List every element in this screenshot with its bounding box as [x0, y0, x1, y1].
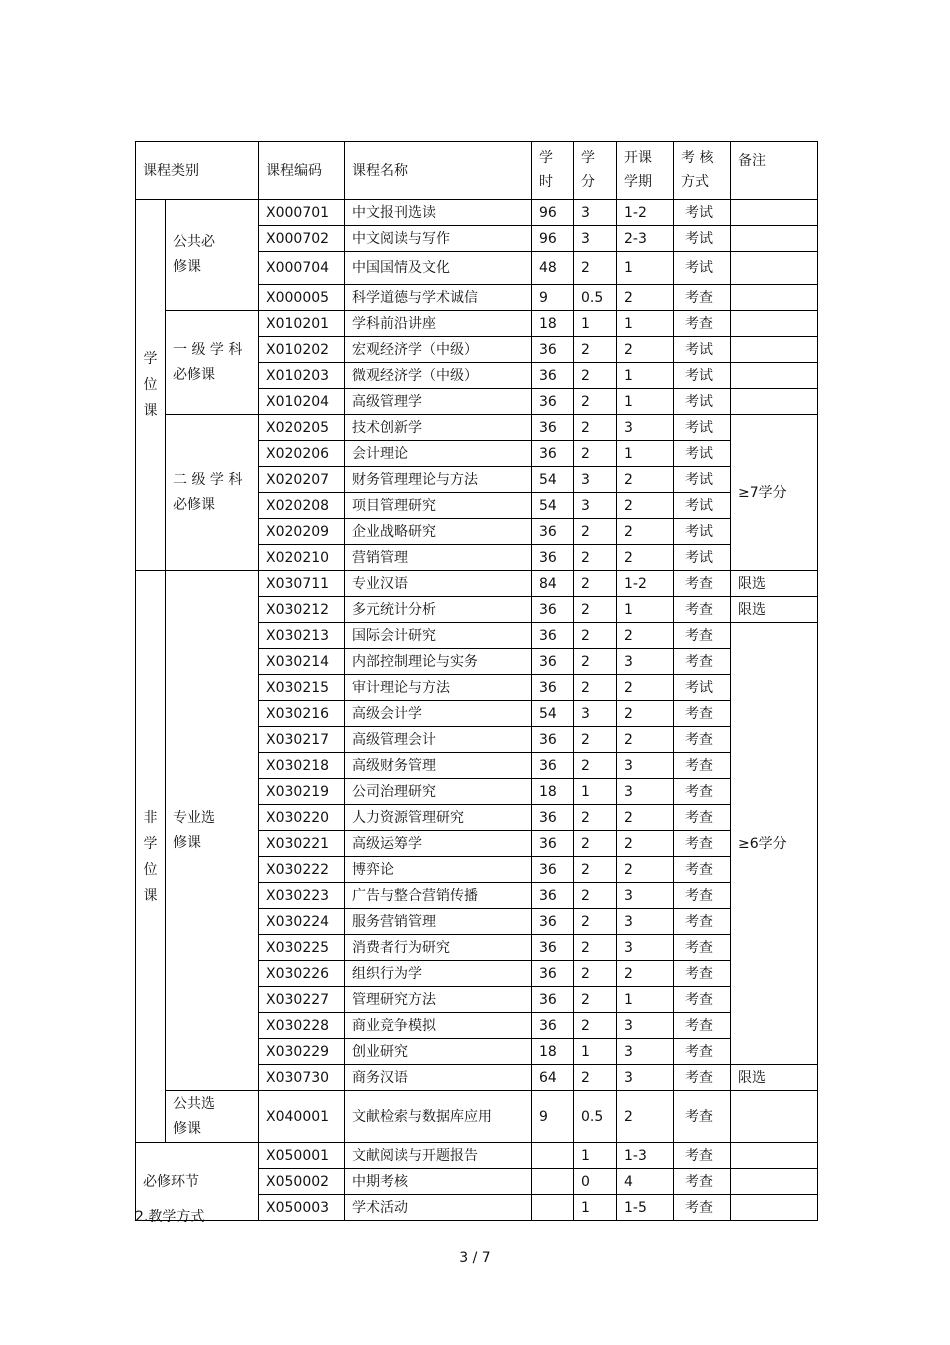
- course-code: X030212: [259, 597, 345, 623]
- course-semester: 3: [617, 753, 674, 779]
- course-hours: 36: [532, 415, 574, 441]
- course-hours: 36: [532, 675, 574, 701]
- header-credits: 学分: [574, 142, 617, 200]
- course-semester: 1-5: [617, 1195, 674, 1221]
- course-name: 商务汉语: [345, 1065, 532, 1091]
- course-hours: 36: [532, 883, 574, 909]
- group-degree: 学位课: [136, 200, 166, 571]
- course-semester: 1: [617, 441, 674, 467]
- course-assessment: 考查: [674, 571, 731, 597]
- group-practice: 必修环节: [136, 1143, 259, 1221]
- course-credits: 0.5: [574, 1091, 617, 1143]
- course-assessment: 考查: [674, 649, 731, 675]
- course-name: 学术活动: [345, 1195, 532, 1221]
- course-credits: 2: [574, 1065, 617, 1091]
- course-semester: 2: [617, 623, 674, 649]
- course-hours: 36: [532, 831, 574, 857]
- table-row: [136, 571, 818, 597]
- course-code: X050003: [259, 1195, 345, 1221]
- course-assessment: 考查: [674, 831, 731, 857]
- course-credits: 2: [574, 415, 617, 441]
- course-code: X030223: [259, 883, 345, 909]
- course-code: X010201: [259, 311, 345, 337]
- course-hours: 9: [532, 285, 574, 311]
- course-assessment: 考查: [674, 597, 731, 623]
- course-remark: [731, 311, 818, 337]
- course-credits: 2: [574, 727, 617, 753]
- course-code: X020210: [259, 545, 345, 571]
- course-code: X000704: [259, 252, 345, 285]
- course-name: 技术创新学: [345, 415, 532, 441]
- course-credits: 2: [574, 987, 617, 1013]
- remark-second-level: ≥7学分: [731, 415, 818, 571]
- course-hours: [532, 1143, 574, 1169]
- course-remark: [731, 1195, 818, 1221]
- course-semester: 3: [617, 883, 674, 909]
- course-semester: 3: [617, 1065, 674, 1091]
- course-code: X030224: [259, 909, 345, 935]
- header-assessment: 考 核方式: [674, 142, 731, 200]
- course-credits: 3: [574, 493, 617, 519]
- course-remark: [731, 1169, 818, 1195]
- course-assessment: 考试: [674, 493, 731, 519]
- course-code: X050001: [259, 1143, 345, 1169]
- group-nondegree: 非学位课: [136, 571, 166, 1143]
- course-code: X000005: [259, 285, 345, 311]
- course-credits: 2: [574, 623, 617, 649]
- course-name: 国际会计研究: [345, 623, 532, 649]
- course-credits: 2: [574, 337, 617, 363]
- course-credits: 2: [574, 753, 617, 779]
- course-hours: 64: [532, 1065, 574, 1091]
- course-hours: 36: [532, 441, 574, 467]
- course-name: 高级运筹学: [345, 831, 532, 857]
- course-semester: 1-2: [617, 571, 674, 597]
- course-name: 文献检索与数据库应用: [345, 1091, 532, 1143]
- course-code: X010204: [259, 389, 345, 415]
- course-semester: 2: [617, 493, 674, 519]
- table-row: [136, 311, 818, 337]
- course-semester: 3: [617, 415, 674, 441]
- course-remark: [731, 1143, 818, 1169]
- course-assessment: 考查: [674, 1091, 731, 1143]
- course-credits: 2: [574, 961, 617, 987]
- course-hours: 36: [532, 753, 574, 779]
- course-name: 财务管理理论与方法: [345, 467, 532, 493]
- header-code: 课程编码: [259, 142, 345, 200]
- course-credits: 2: [574, 805, 617, 831]
- course-name: 微观经济学（中级）: [345, 363, 532, 389]
- course-name: 高级财务管理: [345, 753, 532, 779]
- course-assessment: 考查: [674, 961, 731, 987]
- course-assessment: 考查: [674, 285, 731, 311]
- course-hours: 18: [532, 779, 574, 805]
- course-credits: 2: [574, 519, 617, 545]
- header-name: 课程名称: [345, 142, 532, 200]
- course-credits: 2: [574, 571, 617, 597]
- course-assessment: 考试: [674, 519, 731, 545]
- course-credits: 2: [574, 831, 617, 857]
- course-name: 文献阅读与开题报告: [345, 1143, 532, 1169]
- remark-limited: 限选: [731, 1065, 818, 1091]
- header-remark: 备注: [731, 142, 818, 200]
- course-assessment: 考查: [674, 1143, 731, 1169]
- course-name: 学科前沿讲座: [345, 311, 532, 337]
- course-assessment: 考查: [674, 1065, 731, 1091]
- course-name: 内部控制理论与实务: [345, 649, 532, 675]
- course-semester: 2: [617, 467, 674, 493]
- course-assessment: 考试: [674, 467, 731, 493]
- course-semester: 2: [617, 1091, 674, 1143]
- course-remark: [731, 1091, 818, 1143]
- course-code: X030217: [259, 727, 345, 753]
- course-credits: 3: [574, 701, 617, 727]
- course-semester: 1: [617, 389, 674, 415]
- course-semester: 2: [617, 961, 674, 987]
- course-code: X030213: [259, 623, 345, 649]
- course-semester: 2: [617, 337, 674, 363]
- course-name: 中国国情及文化: [345, 252, 532, 285]
- table-row: [136, 200, 818, 226]
- course-semester: 3: [617, 1039, 674, 1065]
- course-assessment: 考试: [674, 415, 731, 441]
- course-credits: 2: [574, 675, 617, 701]
- course-semester: 2: [617, 675, 674, 701]
- course-assessment: 考查: [674, 311, 731, 337]
- subgroup-first_level: 一 级 学 科必修课: [166, 311, 259, 415]
- course-table: [135, 141, 818, 1221]
- course-code: X030226: [259, 961, 345, 987]
- subgroup-major_elective: 专业选修课: [166, 571, 259, 1091]
- course-credits: 2: [574, 441, 617, 467]
- course-credits: 2: [574, 1013, 617, 1039]
- course-semester: 3: [617, 779, 674, 805]
- header-row: [136, 142, 818, 200]
- remark-limited: 限选: [731, 571, 818, 597]
- course-semester: 3: [617, 909, 674, 935]
- course-semester: 1: [617, 363, 674, 389]
- course-hours: 36: [532, 805, 574, 831]
- course-credits: 2: [574, 883, 617, 909]
- course-hours: 36: [532, 597, 574, 623]
- remark-limited: 限选: [731, 597, 818, 623]
- course-code: X050002: [259, 1169, 345, 1195]
- course-hours: 84: [532, 571, 574, 597]
- course-semester: 4: [617, 1169, 674, 1195]
- course-code: X030218: [259, 753, 345, 779]
- course-hours: 36: [532, 337, 574, 363]
- table-row: [136, 1143, 818, 1169]
- course-semester: 1-2: [617, 200, 674, 226]
- course-credits: 0.5: [574, 285, 617, 311]
- course-hours: 18: [532, 1039, 574, 1065]
- course-semester: 2: [617, 519, 674, 545]
- course-name: 营销管理: [345, 545, 532, 571]
- course-hours: 36: [532, 961, 574, 987]
- course-code: X020209: [259, 519, 345, 545]
- course-hours: 9: [532, 1091, 574, 1143]
- course-hours: 36: [532, 987, 574, 1013]
- course-hours: 54: [532, 493, 574, 519]
- course-code: X030214: [259, 649, 345, 675]
- subgroup-second_level: 二 级 学 科必修课: [166, 415, 259, 571]
- course-assessment: 考试: [674, 337, 731, 363]
- course-assessment: 考试: [674, 675, 731, 701]
- course-name: 科学道德与学术诚信: [345, 285, 532, 311]
- course-assessment: 考查: [674, 883, 731, 909]
- course-semester: 3: [617, 1013, 674, 1039]
- course-remark: [731, 285, 818, 311]
- course-name: 公司治理研究: [345, 779, 532, 805]
- course-hours: 36: [532, 935, 574, 961]
- course-name: 会计理论: [345, 441, 532, 467]
- course-code: X030222: [259, 857, 345, 883]
- course-name: 人力资源管理研究: [345, 805, 532, 831]
- header-semester: 开课学期: [617, 142, 674, 200]
- course-hours: 36: [532, 519, 574, 545]
- course-semester: 1: [617, 987, 674, 1013]
- course-credits: 2: [574, 363, 617, 389]
- course-remark: [731, 337, 818, 363]
- course-name: 组织行为学: [345, 961, 532, 987]
- course-assessment: 考试: [674, 389, 731, 415]
- course-code: X030219: [259, 779, 345, 805]
- course-code: X040001: [259, 1091, 345, 1143]
- course-semester: 2: [617, 857, 674, 883]
- course-credits: 2: [574, 935, 617, 961]
- subgroup-public_elective: 公共选修课: [166, 1091, 259, 1143]
- course-remark: [731, 363, 818, 389]
- course-hours: [532, 1169, 574, 1195]
- course-hours: 36: [532, 363, 574, 389]
- course-name: 中期考核: [345, 1169, 532, 1195]
- course-semester: 1: [617, 252, 674, 285]
- course-hours: 48: [532, 252, 574, 285]
- course-remark: [731, 389, 818, 415]
- course-semester: 2: [617, 701, 674, 727]
- course-name: 广告与整合营销传播: [345, 883, 532, 909]
- course-assessment: 考查: [674, 779, 731, 805]
- remark-major-elective: ≥6学分: [731, 623, 818, 1065]
- course-code: X010202: [259, 337, 345, 363]
- course-name: 服务营销管理: [345, 909, 532, 935]
- course-credits: 0: [574, 1169, 617, 1195]
- course-name: 博弈论: [345, 857, 532, 883]
- course-assessment: 考查: [674, 753, 731, 779]
- course-name: 多元统计分析: [345, 597, 532, 623]
- course-name: 中文阅读与写作: [345, 226, 532, 252]
- course-assessment: 考查: [674, 1013, 731, 1039]
- course-code: X030215: [259, 675, 345, 701]
- course-assessment: 考查: [674, 1195, 731, 1221]
- course-name: 高级管理学: [345, 389, 532, 415]
- course-credits: 2: [574, 597, 617, 623]
- course-assessment: 考查: [674, 623, 731, 649]
- course-hours: 36: [532, 389, 574, 415]
- course-name: 企业战略研究: [345, 519, 532, 545]
- course-name: 商业竞争模拟: [345, 1013, 532, 1039]
- course-assessment: 考查: [674, 1169, 731, 1195]
- course-credits: 2: [574, 252, 617, 285]
- course-code: X020206: [259, 441, 345, 467]
- course-semester: 3: [617, 649, 674, 675]
- course-code: X010203: [259, 363, 345, 389]
- course-semester: 2: [617, 545, 674, 571]
- course-credits: 1: [574, 1143, 617, 1169]
- course-code: X020208: [259, 493, 345, 519]
- course-assessment: 考查: [674, 805, 731, 831]
- course-code: X000701: [259, 200, 345, 226]
- course-credits: 2: [574, 545, 617, 571]
- course-hours: 96: [532, 200, 574, 226]
- course-hours: 96: [532, 226, 574, 252]
- course-remark: [731, 252, 818, 285]
- course-credits: 3: [574, 200, 617, 226]
- course-code: X030228: [259, 1013, 345, 1039]
- course-remark: [731, 200, 818, 226]
- header-category: 课程类别: [136, 142, 259, 200]
- course-name: 高级会计学: [345, 701, 532, 727]
- course-assessment: 考查: [674, 1039, 731, 1065]
- course-assessment: 考试: [674, 441, 731, 467]
- course-assessment: 考查: [674, 987, 731, 1013]
- course-semester: 2-3: [617, 226, 674, 252]
- course-assessment: 考试: [674, 200, 731, 226]
- course-hours: 36: [532, 857, 574, 883]
- course-assessment: 考试: [674, 226, 731, 252]
- course-code: X030221: [259, 831, 345, 857]
- header-hours: 学时: [532, 142, 574, 200]
- course-assessment: 考试: [674, 545, 731, 571]
- course-assessment: 考试: [674, 363, 731, 389]
- course-semester: 1: [617, 311, 674, 337]
- course-assessment: 考查: [674, 701, 731, 727]
- course-hours: 36: [532, 727, 574, 753]
- course-assessment: 考查: [674, 935, 731, 961]
- course-name: 管理研究方法: [345, 987, 532, 1013]
- course-semester: 2: [617, 285, 674, 311]
- course-code: X020207: [259, 467, 345, 493]
- course-name: 消费者行为研究: [345, 935, 532, 961]
- page-number: 3 / 7: [459, 1250, 491, 1266]
- table-row: [136, 1091, 818, 1143]
- course-credits: 1: [574, 1195, 617, 1221]
- course-remark: [731, 226, 818, 252]
- course-semester: 2: [617, 727, 674, 753]
- course-credits: 1: [574, 779, 617, 805]
- course-hours: 54: [532, 467, 574, 493]
- course-credits: 1: [574, 311, 617, 337]
- course-name: 高级管理会计: [345, 727, 532, 753]
- course-credits: 2: [574, 649, 617, 675]
- course-assessment: 考试: [674, 252, 731, 285]
- course-semester: 3: [617, 935, 674, 961]
- course-assessment: 考查: [674, 909, 731, 935]
- course-code: X030711: [259, 571, 345, 597]
- course-semester: 2: [617, 805, 674, 831]
- course-hours: 36: [532, 545, 574, 571]
- course-credits: 2: [574, 857, 617, 883]
- section-heading: 2.教学方式: [135, 1209, 205, 1225]
- course-hours: 36: [532, 623, 574, 649]
- course-name: 宏观经济学（中级）: [345, 337, 532, 363]
- course-semester: 2: [617, 831, 674, 857]
- course-credits: 2: [574, 909, 617, 935]
- course-credits: 1: [574, 1039, 617, 1065]
- course-code: X030220: [259, 805, 345, 831]
- subgroup-public_required: 公共必修课: [166, 200, 259, 311]
- course-semester: 1: [617, 597, 674, 623]
- course-name: 中文报刊选读: [345, 200, 532, 226]
- course-name: 审计理论与方法: [345, 675, 532, 701]
- course-name: 创业研究: [345, 1039, 532, 1065]
- course-hours: 36: [532, 909, 574, 935]
- course-code: X030730: [259, 1065, 345, 1091]
- course-assessment: 考查: [674, 727, 731, 753]
- course-hours: 36: [532, 1013, 574, 1039]
- course-credits: 2: [574, 389, 617, 415]
- course-code: X000702: [259, 226, 345, 252]
- course-credits: 3: [574, 226, 617, 252]
- course-code: X030229: [259, 1039, 345, 1065]
- course-hours: [532, 1195, 574, 1221]
- course-code: X030227: [259, 987, 345, 1013]
- course-name: 专业汉语: [345, 571, 532, 597]
- course-assessment: 考查: [674, 857, 731, 883]
- course-semester: 1-3: [617, 1143, 674, 1169]
- course-hours: 18: [532, 311, 574, 337]
- course-credits: 3: [574, 467, 617, 493]
- course-hours: 36: [532, 649, 574, 675]
- course-code: X030225: [259, 935, 345, 961]
- course-name: 项目管理研究: [345, 493, 532, 519]
- course-code: X030216: [259, 701, 345, 727]
- course-code: X020205: [259, 415, 345, 441]
- table-row: [136, 415, 818, 441]
- course-hours: 54: [532, 701, 574, 727]
